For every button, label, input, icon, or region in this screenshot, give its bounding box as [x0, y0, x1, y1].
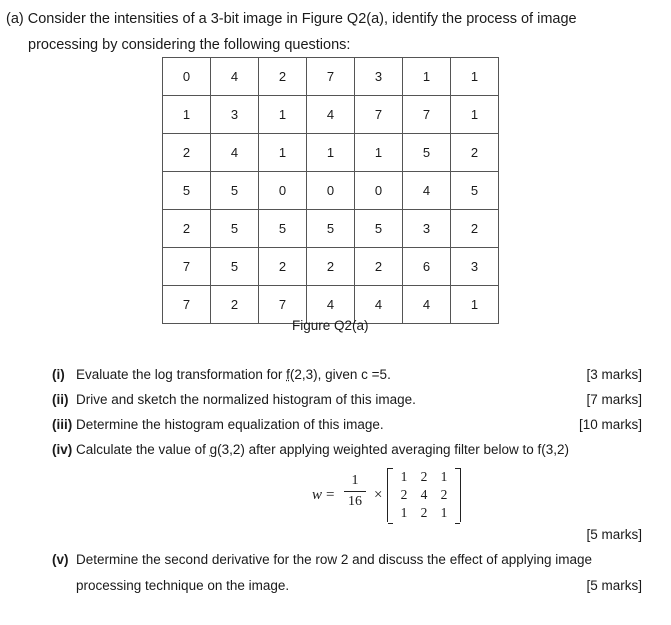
grid-cell: 5 [211, 248, 259, 286]
grid-row [163, 172, 499, 210]
question-number: (iii) [52, 417, 73, 432]
matrix-row [394, 468, 454, 486]
matrix-cell: 2 [400, 487, 408, 502]
function-symbol: g [209, 442, 218, 457]
grid-cell: 5 [211, 172, 259, 210]
matrix-cell: 1 [440, 469, 448, 484]
grid-cell: 3 [403, 210, 451, 248]
grid-cell: 4 [211, 134, 259, 172]
grid-cell: 6 [403, 248, 451, 286]
formula-equals: = [326, 487, 335, 503]
grid-row [163, 134, 499, 172]
matrix-cell: 2 [440, 487, 448, 502]
matrix-row [394, 504, 454, 522]
grid-cell: 4 [355, 286, 403, 324]
matrix-cell: 1 [440, 505, 448, 520]
question-text-cont: (2,3), given c =5. [289, 367, 391, 382]
grid-cell: 7 [403, 96, 451, 134]
marks-label: [7 marks] [586, 392, 642, 407]
marks-label: [3 marks] [586, 367, 642, 382]
grid-row [163, 96, 499, 134]
grid-cell: 7 [259, 286, 307, 324]
question-intro [6, 6, 577, 58]
question-iv [52, 442, 652, 464]
function-symbol: f [286, 367, 290, 382]
fraction-numerator: 1 [351, 473, 359, 488]
grid-cell: 2 [307, 248, 355, 286]
grid-cell: 2 [211, 286, 259, 324]
grid-cell: 4 [403, 286, 451, 324]
question-text: Determine the histogram equalization of this image. [76, 417, 384, 432]
fraction-denominator: 16 [348, 494, 362, 509]
grid-cell: 1 [259, 134, 307, 172]
question-text-cont: (3,2) after applying weighted averaging filter below to f(3,2) [217, 442, 570, 457]
grid-row [163, 58, 499, 96]
question-v [52, 552, 652, 574]
grid-cell: 2 [451, 210, 499, 248]
image-intensity-grid [162, 57, 499, 324]
grid-cell: 4 [307, 286, 355, 324]
question-ii [52, 392, 652, 414]
matrix-cell: 1 [400, 469, 408, 484]
grid-cell: 1 [451, 286, 499, 324]
matrix-row [394, 486, 454, 504]
matrix-cell: 2 [420, 505, 428, 520]
grid-cell: 2 [163, 134, 211, 172]
grid-cell: 4 [403, 172, 451, 210]
formula-times: × [374, 487, 383, 503]
formula-fraction [344, 473, 366, 510]
grid-cell: 5 [451, 172, 499, 210]
question-text: Determine the second derivative for the row 2 and discuss the effect of applying image [76, 552, 593, 567]
grid-cell: 1 [163, 96, 211, 134]
formula-lhs: w [312, 487, 323, 503]
grid-cell: 1 [403, 58, 451, 96]
grid-cell: 7 [163, 286, 211, 324]
question-i [52, 367, 652, 389]
grid-cell: 3 [355, 58, 403, 96]
intro-line-1: (a) Consider the intensities of a 3-bit image in Figure Q2(a), identify the process of image [6, 11, 577, 27]
grid-cell: 5 [307, 210, 355, 248]
question-iv-marks [52, 527, 652, 549]
question-iii [52, 417, 652, 439]
marks-label: [10 marks] [578, 417, 642, 432]
question-v-line2 [52, 578, 652, 600]
question-number: (i) [52, 367, 65, 382]
filter-matrix [387, 468, 461, 522]
grid-cell: 7 [355, 96, 403, 134]
grid-cell: 0 [163, 58, 211, 96]
grid-cell: 2 [259, 58, 307, 96]
grid-cell: 5 [403, 134, 451, 172]
grid-cell: 5 [259, 210, 307, 248]
grid-cell: 5 [355, 210, 403, 248]
grid-cell: 2 [259, 248, 307, 286]
grid-cell: 7 [307, 58, 355, 96]
matrix-cell: 2 [420, 469, 428, 484]
grid-cell: 5 [211, 210, 259, 248]
matrix-cell: 1 [400, 505, 408, 520]
question-text: Calculate the value of [76, 442, 210, 457]
marks-label: [5 marks] [586, 578, 642, 593]
grid-cell: 0 [355, 172, 403, 210]
grid-cell: 0 [307, 172, 355, 210]
question-text: Drive and sketch the normalized histogram of this image. [76, 392, 416, 407]
question-text: Evaluate the log transformation for [76, 367, 287, 382]
grid-cell: 1 [259, 96, 307, 134]
grid-cell: 4 [307, 96, 355, 134]
intro-line-2: processing by considering the following questions: [28, 37, 351, 53]
grid-row [163, 248, 499, 286]
grid-cell: 3 [451, 248, 499, 286]
question-number: (ii) [52, 392, 69, 407]
grid-cell: 4 [211, 58, 259, 96]
question-text-cont: processing technique on the image. [76, 578, 290, 593]
figure-caption: Figure Q2(a) [292, 318, 369, 333]
grid-cell: 1 [451, 58, 499, 96]
grid-row [163, 210, 499, 248]
grid-cell: 1 [307, 134, 355, 172]
question-number: (iv) [52, 442, 73, 457]
grid-cell: 2 [451, 134, 499, 172]
grid-cell: 7 [163, 248, 211, 286]
grid-cell: 5 [163, 172, 211, 210]
fraction-bar [344, 491, 366, 492]
grid-cell: 3 [211, 96, 259, 134]
grid-cell: 1 [451, 96, 499, 134]
matrix-cell: 4 [420, 487, 428, 502]
grid-cell: 0 [259, 172, 307, 210]
grid-cell: 2 [163, 210, 211, 248]
grid-cell: 2 [355, 248, 403, 286]
question-number: (v) [52, 552, 69, 567]
marks-label: [5 marks] [586, 527, 642, 542]
grid-cell: 1 [355, 134, 403, 172]
